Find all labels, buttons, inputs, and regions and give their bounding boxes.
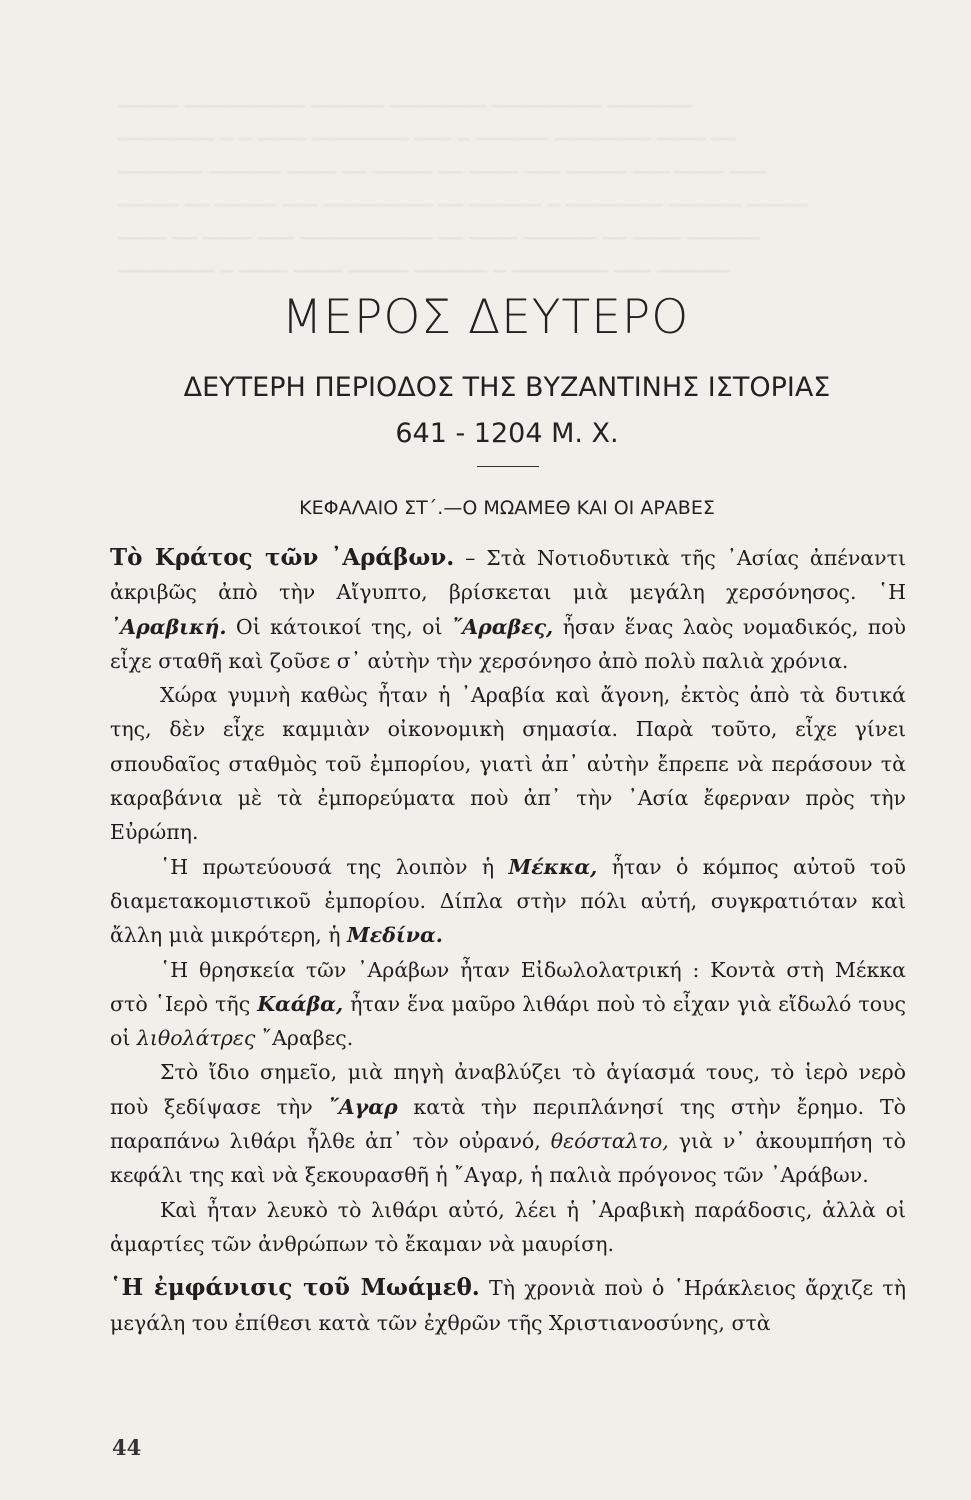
paragraph-arab-state: Τὸ Κράτος τῶν ᾿Αράβων. – Στὰ Νοτιοδυτικὰ τῆς ᾿Ασίας ἀπέναντι ἀκριβῶς ἀπὸ τὴν Αἴγυπτο, βρίσκεται μιὰ μεγάλη χερσόνησος. ῾Η ᾿Αραβική. Οἱ κάτοικοί της, οἱ ῎Αραβες, ἦσαν ἕνας λαὸς νομαδικός, ποὺ εἶχε σταθῆ καὶ ζοῦσε σ᾿ αὐτὴν τὴν χερσόνησο ἀπὸ πολὺ παλιὰ χρόνια.	[110, 544, 907, 673]
section-heading-mohammed: ῾Η ἐμφάνισις τοῦ Μωάμεθ.	[110, 1274, 480, 1302]
date-range: 641 - 1204 Μ. Χ.	[395, 418, 619, 449]
section-heading-arab-state: Τὸ Κράτος τῶν ᾿Αράβων.	[110, 544, 455, 571]
body-text	[110, 541, 906, 1340]
paragraph-mecca: ῾Η πρωτεύουσά της λοιπὸν ἡ Μέκκα, ἦταν ὁ κόμπος αὐτοῦ τοῦ διαμετακομιστικοῦ ἐμπορίου. Δίπλα στὴν πόλι αὐτή, συγκρατιόταν καὶ ἄλλη μιὰ μικρότερη, ἡ Μεδίνα.	[110, 854, 906, 948]
paragraph-white-stone: Καὶ ἦταν λευκὸ τὸ λιθάρι αὐτό, λέει ἡ ᾿Αραβικὴ παράδοσις, ἀλλὰ οἱ ἁμαρτίες τῶν ἀνθρώπων τὸ ἔκαμαν νὰ μαυρίση.	[110, 1197, 906, 1256]
chapter-title: ΚΕΦΑΛΑΙΟ ΣΤ΄.—Ο ΜΩΑΜΕΘ ΚΑΙ ΟΙ ΑΡΑΒΕΣ	[299, 497, 715, 519]
paragraph-spring: Στὸ ἴδιο σημεῖο, μιὰ πηγὴ ἀναβλύζει τὸ ἁγίασμά τους, τὸ ἱερὸ νερὸ ποὺ ξεδίψασε τὴν ῎Αγαρ κατὰ τὴν περιπλάνησί της στὴν ἔρημο. Τὸ παραπάνω λιθάρι ἦλθε ἀπ᾿ τὸν οὐρανό, θεόσταλτο, γιὰ ν᾿ ἀκουμπήση τὸ κεφάλι της καὶ νὰ ξεκουρασθῆ ἡ ῎Αγαρ, ἡ παλιὰ πρόγονος τῶν ᾿Αράβων.	[110, 1060, 906, 1188]
bleed-through-text: ───── ────────── ────── ──────── ───────── ─────── ──────── ─ ─ ──── ──────── ─── ─ ────── ──────── ──── ── ─────── ────── ──── ── ───── ── ──── ─── ───── ─── ──── ─── ───── ── ───── ─── ───────── ── ────── ─ ──────── ────── ───── ──── ── ──── ─── ─────────── ── ──── ────── ── ──── ────── ──────── ─ ──── ──── ───── ────── ─ ──────── ─── ──────	[118, 94, 808, 283]
paragraph-mohammed: ῾Η ἐμφάνισις τοῦ Μωάμεθ. Τὴ χρονιὰ ποὺ ὁ ῾Ηράκλειος ἄρχιζε τὴ μεγάλη του ἐπίθεσι κατὰ τῶν ἐχθρῶν τῆς Χριστιανοσύνης, στὰ	[110, 1274, 906, 1335]
part-title: ΜΕΡΟΣ ΔΕΥΤΕΡΟ	[281, 290, 690, 345]
period-subtitle: ΔΕΥΤΕΡΗ ΠΕΡΙΟΔΟΣ ΤΗΣ ΒΥΖΑΝΤΙΝΗΣ ΙΣΤΟΡΙΑΣ	[183, 372, 831, 403]
divider-rule	[477, 466, 539, 467]
paragraph-religion: ῾Η θρησκεία τῶν ᾿Αράβων ἦταν Εἰδωλολατρική : Κοντὰ στὴ Μέκκα στὸ ῾Ιερὸ τῆς Καάβα, ἦταν ἕνα μαῦρο λιθάρι ποὺ τὸ εἶχαν γιὰ εἴδωλό τους οἱ λιθολάτρες ῎Αραβες.	[110, 957, 906, 1051]
page-number: 44	[112, 1435, 142, 1460]
paragraph-arabia-land: Χώρα γυμνὴ καθὼς ἦταν ἡ ᾿Αραβία καὶ ἄγονη, ἐκτὸς ἀπὸ τὰ δυτικά της, δὲν εἶχε καμμιὰν οἰκονομικὴ σημασία. Παρὰ τοῦτο, εἶχε γίνει σπουδαῖος σταθμὸς τοῦ ἐμπορίου, γιατὶ ἀπ᾿ αὐτὴν ἔπρεπε νὰ περάσουν τὰ καραβάνια μὲ τὰ ἐμπορεύματα ποὺ ἀπ᾿ τὴν ᾿Ασία ἔφερναν πρὸς τὴν Εὐρώπη.	[110, 683, 906, 845]
